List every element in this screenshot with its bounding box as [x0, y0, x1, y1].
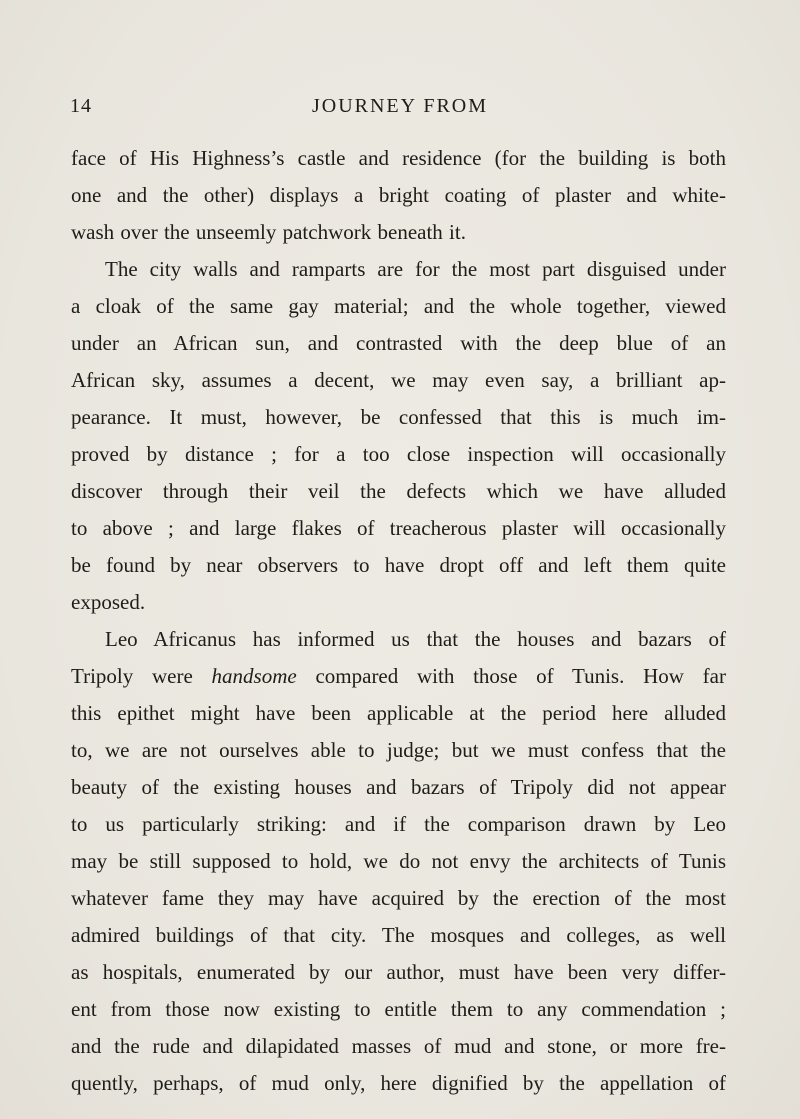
text-line: [71, 1065, 726, 1102]
text-line: [71, 732, 726, 769]
text-segment: African sky, assumes a decent, we may even say, a brilliant ap-: [71, 368, 726, 392]
text-segment: Tripoly were: [71, 664, 212, 688]
text-segment: pearance. It must, however, be confessed that this is much im-: [71, 405, 726, 429]
text-segment: quently, perhaps, of mud only, here dignified by the appellation of: [71, 1071, 726, 1095]
text-line: [71, 473, 726, 510]
text-line: [71, 510, 726, 547]
text-line: [71, 140, 726, 177]
text-segment: exposed.: [71, 590, 146, 614]
text-segment: to us particularly striking: and if the comparison drawn by Leo: [71, 812, 726, 836]
text-line: [71, 436, 726, 473]
text-line: [71, 880, 726, 917]
text-segment: face of His Highness’s castle and residence (for the building is both: [71, 146, 726, 170]
text-line: [71, 584, 726, 621]
text-line: [71, 177, 726, 214]
text-segment: admired buildings of that city. The mosques and colleges, as well: [71, 923, 726, 947]
text-line: [71, 288, 726, 325]
page-header: [70, 95, 730, 125]
body-text: [71, 140, 726, 1102]
italic-word: handsome: [211, 664, 297, 688]
text-segment: The city walls and ramparts are for the most part disguised under: [105, 257, 726, 281]
text-segment: to above ; and large flakes of treacherous plaster will occasionally: [71, 516, 726, 540]
text-line: [71, 251, 726, 288]
text-line: [71, 399, 726, 436]
text-segment: ent from those now existing to entitle them to any commendation ;: [71, 997, 726, 1021]
text-line: [71, 991, 726, 1028]
text-line: [71, 954, 726, 991]
text-line: [71, 547, 726, 584]
text-segment: discover through their veil the defects which we have alluded: [71, 479, 726, 503]
text-segment: as hospitals, enumerated by our author, must have been very differ-: [71, 960, 726, 984]
text-line: [71, 214, 726, 251]
page-number: 14: [70, 95, 92, 117]
text-segment: whatever fame they may have acquired by the erection of the most: [71, 886, 726, 910]
running-head: JOURNEY FROM: [311, 95, 489, 117]
text-line: [71, 843, 726, 880]
text-line: [71, 621, 726, 658]
text-segment: this epithet might have been applicable at the period here alluded: [71, 701, 726, 725]
text-line: [71, 1028, 726, 1065]
text-segment: a cloak of the same gay material; and the whole together, viewed: [71, 294, 726, 318]
text-segment: Leo Africanus has informed us that the houses and bazars of: [105, 627, 726, 651]
text-segment: may be still supposed to hold, we do not envy the architects of Tunis: [71, 849, 726, 873]
text-line: [71, 769, 726, 806]
text-line: [71, 362, 726, 399]
text-segment: under an African sun, and contrasted with the deep blue of an: [71, 331, 726, 355]
text-line: [71, 917, 726, 954]
text-line: [71, 695, 726, 732]
text-segment: beauty of the existing houses and bazars of Tripoly did not appear: [71, 775, 726, 799]
text-line: [71, 658, 726, 695]
text-segment: be found by near observers to have dropt off and left them quite: [71, 553, 726, 577]
text-segment: compared with those of Tunis. How far: [296, 664, 726, 688]
text-segment: to, we are not ourselves able to judge; but we must confess that the: [71, 738, 726, 762]
text-line: [71, 325, 726, 362]
text-segment: proved by distance ; for a too close inspection will occasionally: [71, 442, 726, 466]
text-segment: and the rude and dilapidated masses of mud and stone, or more fre-: [71, 1034, 726, 1058]
text-line: [71, 806, 726, 843]
text-segment: wash over the unseemly patchwork beneath it.: [71, 220, 466, 244]
text-segment: one and the other) displays a bright coating of plaster and white-: [71, 183, 726, 207]
